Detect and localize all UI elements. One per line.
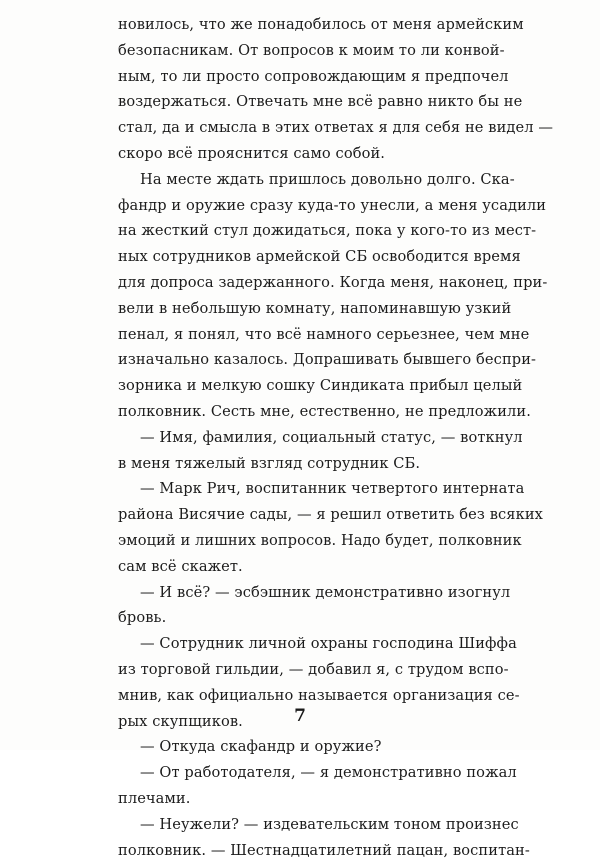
text-line: полковник. — Шестнадцатилетний пацан, воспитан- <box>118 838 500 863</box>
text-line: — От работодателя, — я демонстративно пожал <box>118 760 500 786</box>
text-line: воздержаться. Отвечать мне всё равно никто бы не <box>118 89 500 115</box>
text-line: плечами. <box>118 786 500 812</box>
text-line: для допроса задержанного. Когда меня, наконец, при- <box>118 270 500 296</box>
text-line: — Имя, фамилия, социальный статус, — воткнул <box>118 425 500 451</box>
text-line: — Откуда скафандр и оружие? <box>118 734 500 760</box>
text-line: безопасникам. От вопросов к моим то ли конвой- <box>118 38 500 64</box>
text-line: стал, да и смысла в этих ответах я для себя не видел — <box>118 115 500 141</box>
text-line: бровь. <box>118 605 500 631</box>
body-text <box>118 12 500 863</box>
text-line: рых скупщиков. <box>118 709 500 735</box>
text-line: ным, то ли просто сопровождающим я предпочел <box>118 64 500 90</box>
text-line: вели в небольшую комнату, напоминавшую узкий <box>118 296 500 322</box>
text-line: зорника и мелкую сошку Синдиката прибыл целый <box>118 373 500 399</box>
text-line: ных сотрудников армейской СБ освободится время <box>118 244 500 270</box>
text-line: новилось, что же понадобилось от меня армейским <box>118 12 500 38</box>
text-line: полковник. Сесть мне, естественно, не предложили. <box>118 399 500 425</box>
text-line: изначально казалось. Допрашивать бывшего беспри- <box>118 347 500 373</box>
text-line: пенал, я понял, что всё намного серьезнее, чем мне <box>118 322 500 348</box>
text-line: района Висячие сады, — я решил ответить без всяких <box>118 502 500 528</box>
text-line: — Сотрудник личной охраны господина Шиффа <box>118 631 500 657</box>
text-line: скоро всё прояснится само собой. <box>118 141 500 167</box>
page-number: 7 <box>0 706 600 726</box>
text-line: в меня тяжелый взгляд сотрудник СБ. <box>118 451 500 477</box>
text-line: фандр и оружие сразу куда-то унесли, а меня усадили <box>118 193 500 219</box>
text-line: — Неужели? — издевательским тоном произнес <box>118 812 500 838</box>
text-line: эмоций и лишних вопросов. Надо будет, полковник <box>118 528 500 554</box>
text-line: — Марк Рич, воспитанник четвертого интерната <box>118 476 500 502</box>
text-line: сам всё скажет. <box>118 554 500 580</box>
text-line: — И всё? — эсбэшник демонстративно изогнул <box>118 580 500 606</box>
text-line: На месте ждать пришлось довольно долго. Ска- <box>118 167 500 193</box>
text-line: мнив, как официально называется организация се- <box>118 683 500 709</box>
text-line: на жесткий стул дожидаться, пока у кого-то из мест- <box>118 218 500 244</box>
text-line: из торговой гильдии, — добавил я, с трудом вспо- <box>118 657 500 683</box>
